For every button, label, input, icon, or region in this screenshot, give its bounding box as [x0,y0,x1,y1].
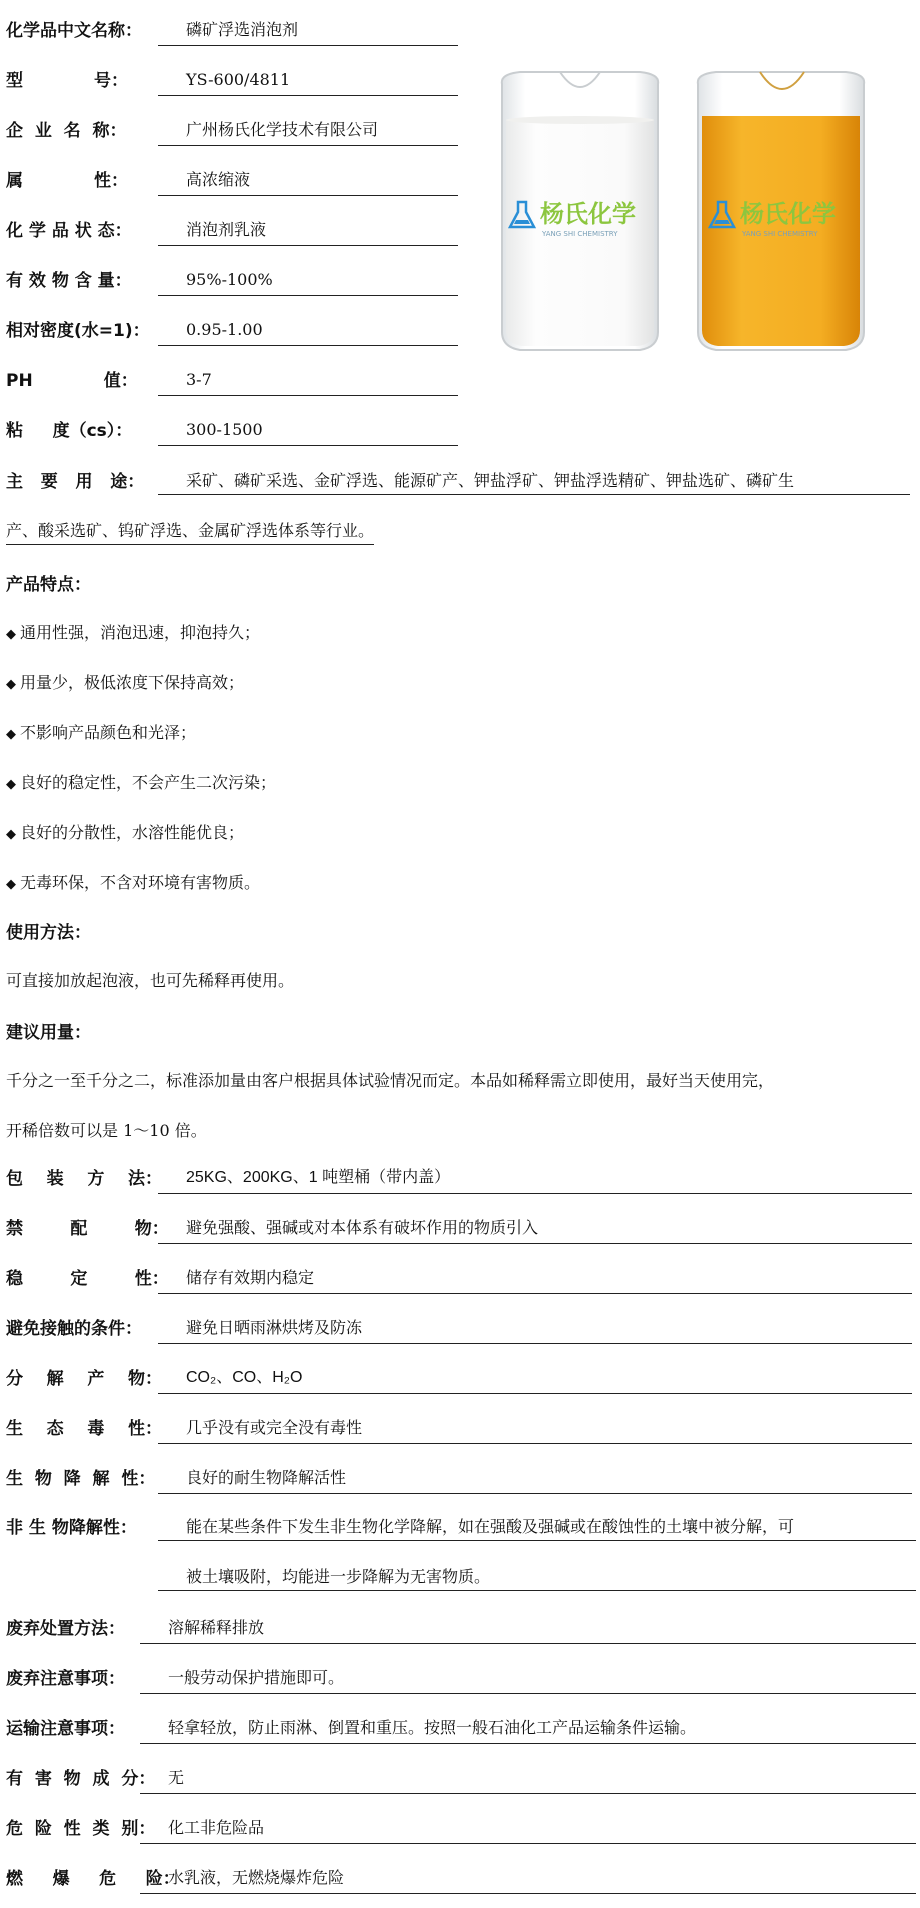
feature-text: 良好的稳定性，不会产生二次污染； [20,773,277,792]
final-field-label: 燃 爆 危 险： [6,1869,180,1889]
top-field-row [6,166,128,196]
top-field-label: 粘 度（cs）： [6,421,133,441]
final-field-label: 有 害 物 成 分： [6,1769,156,1789]
svg-text:YANG SHI CHEMISTRY: YANG SHI CHEMISTRY [542,230,618,238]
dosage-line-1: 千分之一至千分之二，标准添加量由客户根据具体试验情况而定。本品如稀释需立即使用，最好当天使用完， [6,1071,775,1090]
svg-text:杨氏化学: 杨氏化学 [740,200,836,228]
feature-item [6,770,276,793]
feature-text: 良好的分散性，水溶性能优良； [20,823,245,842]
dosage-line-2: 开稀倍数可以是 1～10 倍。 [6,1121,207,1140]
final-field-row [6,1764,155,1794]
bottom-field-value: CO₂、CO、H₂O [158,1366,912,1394]
bottom-field-value: 25KG、200KG、1 吨塑桶（带内盖） [158,1166,912,1194]
bottom-field-value: 储存有效期内稳定 [158,1266,912,1294]
final-field-row [6,1664,125,1694]
top-field-label: 属 性： [6,171,129,191]
top-field-row [6,416,132,446]
nonbio-line-2: 被土壤吸附，均能进一步降解为无害物质。 [158,1564,916,1591]
bottom-field-label: 避免接触的条件： [6,1319,142,1339]
bottom-field-label: 分 解 产 物： [6,1369,163,1389]
bottom-field-label: 稳 定 性： [6,1269,169,1289]
top-field-value: 广州杨氏化学技术有限公司 [158,118,458,146]
top-field-row [6,66,128,96]
final-field-row [6,1614,125,1644]
svg-text:杨氏化学: 杨氏化学 [540,200,636,228]
method-text: 可直接加放起泡液，也可先稀释再使用。 [6,971,295,990]
diamond-bullet-icon: ◆ [6,627,16,642]
feature-item [6,720,196,743]
top-field-value: 高浓缩液 [158,168,458,196]
top-field-label: 相对密度(水=1)： [6,321,150,341]
final-field-value: 轻拿轻放，防止雨淋、倒置和重压。按照一般石油化工产品运输条件运输。 [140,1716,916,1744]
top-field-row [6,316,150,346]
nonbio-line-1: 能在某些条件下发生非生物化学降解，如在强酸及强碱或在酸蚀性的土壤中被分解，可 [158,1514,916,1541]
usage-line-2: 产、酸采选矿、钨矿浮选、金属矿浮选体系等行业。 [6,518,374,545]
bottom-field-row [6,1264,169,1294]
bottom-field-label: 生 物 降 解 性： [6,1469,156,1489]
final-field-label: 废弃注意事项： [6,1669,125,1689]
final-field-value: 无 [140,1766,916,1794]
final-field-value: 一般劳动保护措施即可。 [140,1666,916,1694]
features-heading: 产品特点： [6,575,91,595]
bottom-field-value: 良好的耐生物降解活性 [158,1466,912,1494]
top-field-value: 磷矿浮选消泡剂 [158,18,458,46]
bottom-field-row [6,1164,162,1194]
top-field-label: PH 值： [6,371,138,391]
bottom-field-row [6,1214,169,1244]
top-field-label: 有 效 物 含 量： [6,271,132,291]
feature-text: 无毒环保，不含对环境有害物质。 [20,873,261,892]
top-field-label: 型 号： [6,71,129,91]
feature-item [6,870,260,893]
top-field-value: 3-7 [158,368,458,396]
top-field-value: 0.95-1.00 [158,318,458,346]
nonbio-label: 非 生 物降解性： [6,1518,137,1538]
top-field-label: 化 学 品 状 态： [6,221,132,241]
product-beakers-image [490,62,920,362]
diamond-bullet-icon: ◆ [6,677,16,692]
bottom-field-value: 避免强酸、强碱或对本体系有破坏作用的物质引入 [158,1216,912,1244]
final-field-value: 水乳液，无燃烧爆炸危险 [140,1866,916,1894]
diamond-bullet-icon: ◆ [6,877,16,892]
top-field-value: YS-600/4811 [158,68,458,96]
diamond-bullet-icon: ◆ [6,827,16,842]
bottom-field-value: 几乎没有或完全没有毒性 [158,1416,912,1444]
top-field-row [6,16,142,46]
bottom-field-value: 避免日晒雨淋烘烤及防冻 [158,1316,912,1344]
nonbio-row [6,1513,137,1543]
top-field-row [6,216,132,246]
top-field-value: 95%-100% [158,268,458,296]
bottom-field-label: 生 态 毒 性： [6,1419,163,1439]
method-heading: 使用方法： [6,923,91,943]
feature-text: 通用性强，消泡迅速，抑泡持久； [20,623,261,642]
top-field-row [6,266,132,296]
final-field-label: 运输注意事项： [6,1719,125,1739]
usage-label: 主 要 用 途： [6,472,145,492]
top-field-value: 消泡剂乳液 [158,218,458,246]
final-field-value: 化工非危险品 [140,1816,916,1844]
top-field-label: 企 业 名 称： [6,121,127,141]
diamond-bullet-icon: ◆ [6,727,16,742]
feature-text: 不影响产品颜色和光泽； [20,723,197,742]
final-field-row [6,1714,125,1744]
svg-text:YANG SHI CHEMISTRY: YANG SHI CHEMISTRY [742,230,818,238]
bottom-field-row [6,1464,155,1494]
feature-item [6,820,244,843]
feature-item [6,670,244,693]
bottom-field-label: 禁 配 物： [6,1219,169,1239]
bottom-field-row [6,1414,162,1444]
top-field-row [6,366,138,396]
bottom-field-row [6,1364,162,1394]
feature-item [6,620,260,643]
bottom-field-label: 包 装 方 法： [6,1169,163,1189]
dosage-heading: 建议用量： [6,1023,91,1043]
top-field-value: 300-1500 [158,418,458,446]
usage-line-1: 采矿、磷矿采选、金矿浮选、能源矿产、钾盐浮矿、钾盐浮选精矿、钾盐选矿、磷矿生 [158,468,910,495]
diamond-bullet-icon: ◆ [6,777,16,792]
top-field-label: 化学品中文名称： [6,21,142,41]
bottom-field-row [6,1314,142,1344]
feature-text: 用量少，极低浓度下保持高效； [20,673,245,692]
usage-row [6,467,144,497]
top-field-row [6,116,127,146]
final-field-label: 危 险 性 类 别： [6,1819,156,1839]
final-field-value: 溶解稀释排放 [140,1616,916,1644]
final-field-label: 废弃处置方法： [6,1619,125,1639]
final-field-row [6,1814,155,1844]
